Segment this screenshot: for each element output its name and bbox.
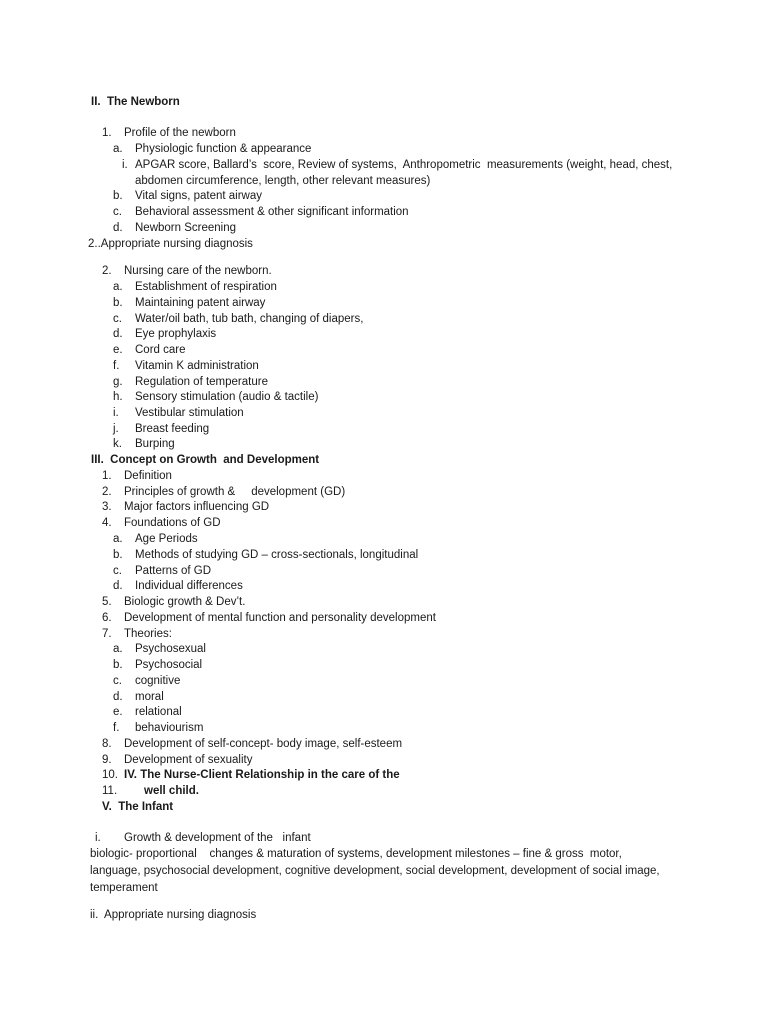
list-marker: d. [113,580,123,592]
list-item: Vital signs, patent airway [135,190,262,202]
list-marker: k. [113,438,122,450]
list-item: Development of mental function and personality development [124,612,436,624]
list-marker: a. [113,643,123,655]
list-marker: i. [113,407,119,419]
list-marker: 9. [102,754,112,766]
list-marker: 11. [102,785,118,797]
list-item: Burping [135,438,175,450]
list-item: Principles of growth & development (GD) [124,486,346,498]
list-marker: 1. [102,470,112,482]
list-item: Sensory stimulation (audio & tactile) [135,391,319,403]
list-marker: f. [113,722,120,734]
list-marker: a. [113,281,123,293]
list-marker: b. [113,297,123,309]
list-marker: 7. [102,628,112,640]
list-marker: d. [113,328,123,340]
list-item: Physiologic function & appearance [135,143,312,155]
list-marker: i. [95,832,101,844]
list-item: Regulation of temperature [135,376,268,388]
list-marker: c. [113,675,122,687]
paragraph-line: language, psychosocial development, cognitive development, social development, development of social image, [90,865,660,877]
list-marker: g. [113,376,123,388]
list-item: Foundations of GD [124,517,221,529]
list-item: Development of self-concept- body image, self-esteem [124,738,403,750]
list-item: behaviourism [135,722,204,734]
list-item-diagnosis: 2..Appropriate nursing diagnosis [88,238,253,250]
list-item: Newborn Screening [135,222,237,234]
list-item: Patterns of GD [135,565,212,577]
list-item: Methods of studying GD – cross-sectionals, longitudinal [135,549,419,561]
section-heading-infant: V. The Infant [102,801,174,813]
list-marker: 10. [102,769,118,781]
list-item: cognitive [135,675,181,687]
list-item-nursing-care: Nursing care of the newborn. [124,265,272,277]
list-marker: d. [113,222,123,234]
list-marker: f. [113,360,120,372]
list-marker: e. [113,344,123,356]
list-item: APGAR score, Ballard’s score, Review of systems, Anthropometric measurements (weight, head, chest, [135,159,673,171]
list-marker: c. [113,206,122,218]
paragraph-line: biologic- proportional changes & maturation of systems, development milestones – fine & gross motor, [90,848,622,860]
list-item: Behavioral assessment & other significant information [135,206,409,218]
paragraph-line: temperament [90,882,158,894]
list-marker: 8. [102,738,112,750]
list-item-diagnosis: ii. Appropriate nursing diagnosis [90,909,257,921]
list-item: Maintaining patent airway [135,297,266,309]
list-item: Vitamin K administration [135,360,259,372]
list-marker: 1. [102,127,112,139]
list-item: Individual differences [135,580,243,592]
list-marker: 2. [102,486,112,498]
list-item: Age Periods [135,533,198,545]
list-marker: i. [122,159,128,171]
list-item: Cord care [135,344,186,356]
list-marker: 3. [102,501,112,513]
list-item: Theories: [124,628,172,640]
list-item: Breast feeding [135,423,210,435]
list-marker: b. [113,659,123,671]
list-marker: c. [113,313,122,325]
list-marker: b. [113,549,123,561]
list-marker: a. [113,533,123,545]
list-item: Eye prophylaxis [135,328,217,340]
list-marker: c. [113,565,122,577]
list-marker: 6. [102,612,112,624]
list-marker: j. [113,423,119,435]
list-marker: b. [113,190,123,202]
section-heading-growth: III. Concept on Growth and Development [91,454,320,466]
list-marker: 5. [102,596,112,608]
list-item: Water/oil bath, tub bath, changing of diapers, [135,313,364,325]
list-marker: 4. [102,517,112,529]
list-item: Psychosexual [135,643,206,655]
list-marker: 2. [102,265,112,277]
list-item: Major factors influencing GD [124,501,270,513]
list-item-continuation: abdomen circumference, length, other relevant measures) [135,175,431,187]
section-heading-nurse-client: IV. The Nurse-Client Relationship in the care of the [124,769,400,781]
list-item: Vestibular stimulation [135,407,244,419]
list-item: Development of sexuality [124,754,253,766]
list-item: Biologic growth & Dev’t. [124,596,246,608]
list-marker: h. [113,391,123,403]
list-marker: e. [113,706,123,718]
list-item: relational [135,706,182,718]
list-item-profile: Profile of the newborn [124,127,236,139]
list-item: Establishment of respiration [135,281,277,293]
list-item: Definition [124,470,172,482]
section-heading-continuation: well child. [144,785,199,797]
section-heading-newborn: II. The Newborn [91,96,180,108]
list-marker: d. [113,691,123,703]
list-item: moral [135,691,164,703]
list-item: Growth & development of the infant [124,832,311,844]
list-item: Psychosocial [135,659,203,671]
list-marker: a. [113,143,123,155]
